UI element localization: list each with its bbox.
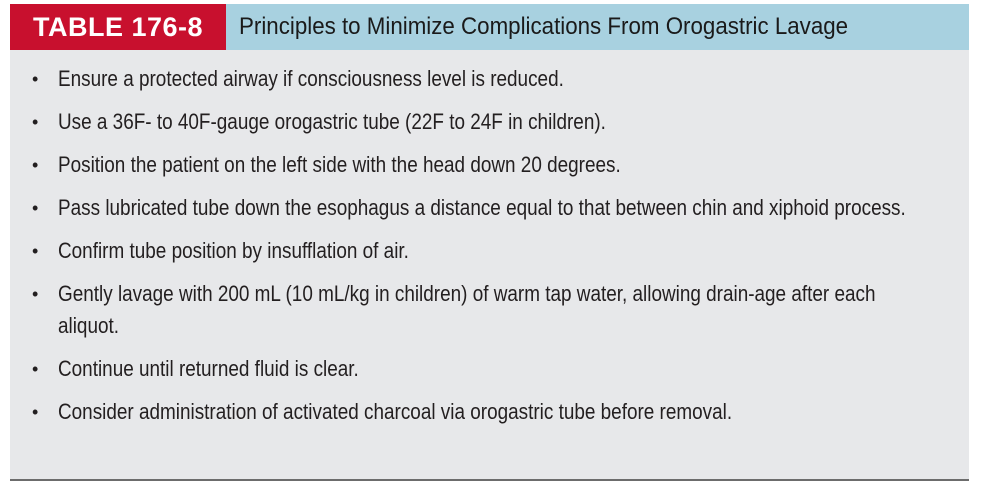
- table-header: [10, 4, 969, 50]
- bullet-icon: •: [32, 198, 39, 218]
- list-item-text: Pass lubricated tube down the esophagus a distance equal to that between chin and xiphoid process.: [58, 195, 906, 220]
- principles-list: [10, 50, 969, 428]
- list-item-text: Consider administration of activated charcoal via orogastric tube before removal.: [58, 399, 733, 424]
- bullet-icon: •: [32, 112, 39, 132]
- bullet-icon: •: [32, 402, 39, 422]
- list-item: [10, 192, 969, 224]
- list-item: [10, 106, 969, 138]
- list-item: [10, 149, 969, 181]
- bullet-icon: •: [32, 284, 39, 304]
- list-item-text: Use a 36F- to 40F-gauge orogastric tube (22F to 24F in children).: [58, 109, 606, 134]
- list-item-text: Gently lavage with 200 mL (10 mL/kg in children) of warm tap water, allowing drain-age after each aliquot.: [58, 281, 876, 338]
- bullet-icon: •: [32, 241, 39, 261]
- bottom-rule: [10, 479, 969, 481]
- list-item-text: Continue until returned fluid is clear.: [58, 356, 359, 381]
- list-item: [10, 278, 969, 342]
- list-item-text: Ensure a protected airway if consciousness level is reduced.: [58, 66, 564, 91]
- list-item: [10, 353, 969, 385]
- table-title: Principles to Minimize Complications From Orogastric Lavage: [239, 13, 849, 40]
- list-item: [10, 396, 969, 428]
- table-box: [10, 4, 969, 479]
- list-item: [10, 63, 969, 95]
- list-item: [10, 235, 969, 267]
- list-item-text: Confirm tube position by insufflation of air.: [58, 238, 409, 263]
- bullet-icon: •: [32, 155, 39, 175]
- list-item-text: Position the patient on the left side with the head down 20 degrees.: [58, 152, 621, 177]
- bullet-icon: •: [32, 359, 39, 379]
- bullet-icon: •: [32, 69, 39, 89]
- table-number-label: TABLE 176-8: [10, 4, 226, 50]
